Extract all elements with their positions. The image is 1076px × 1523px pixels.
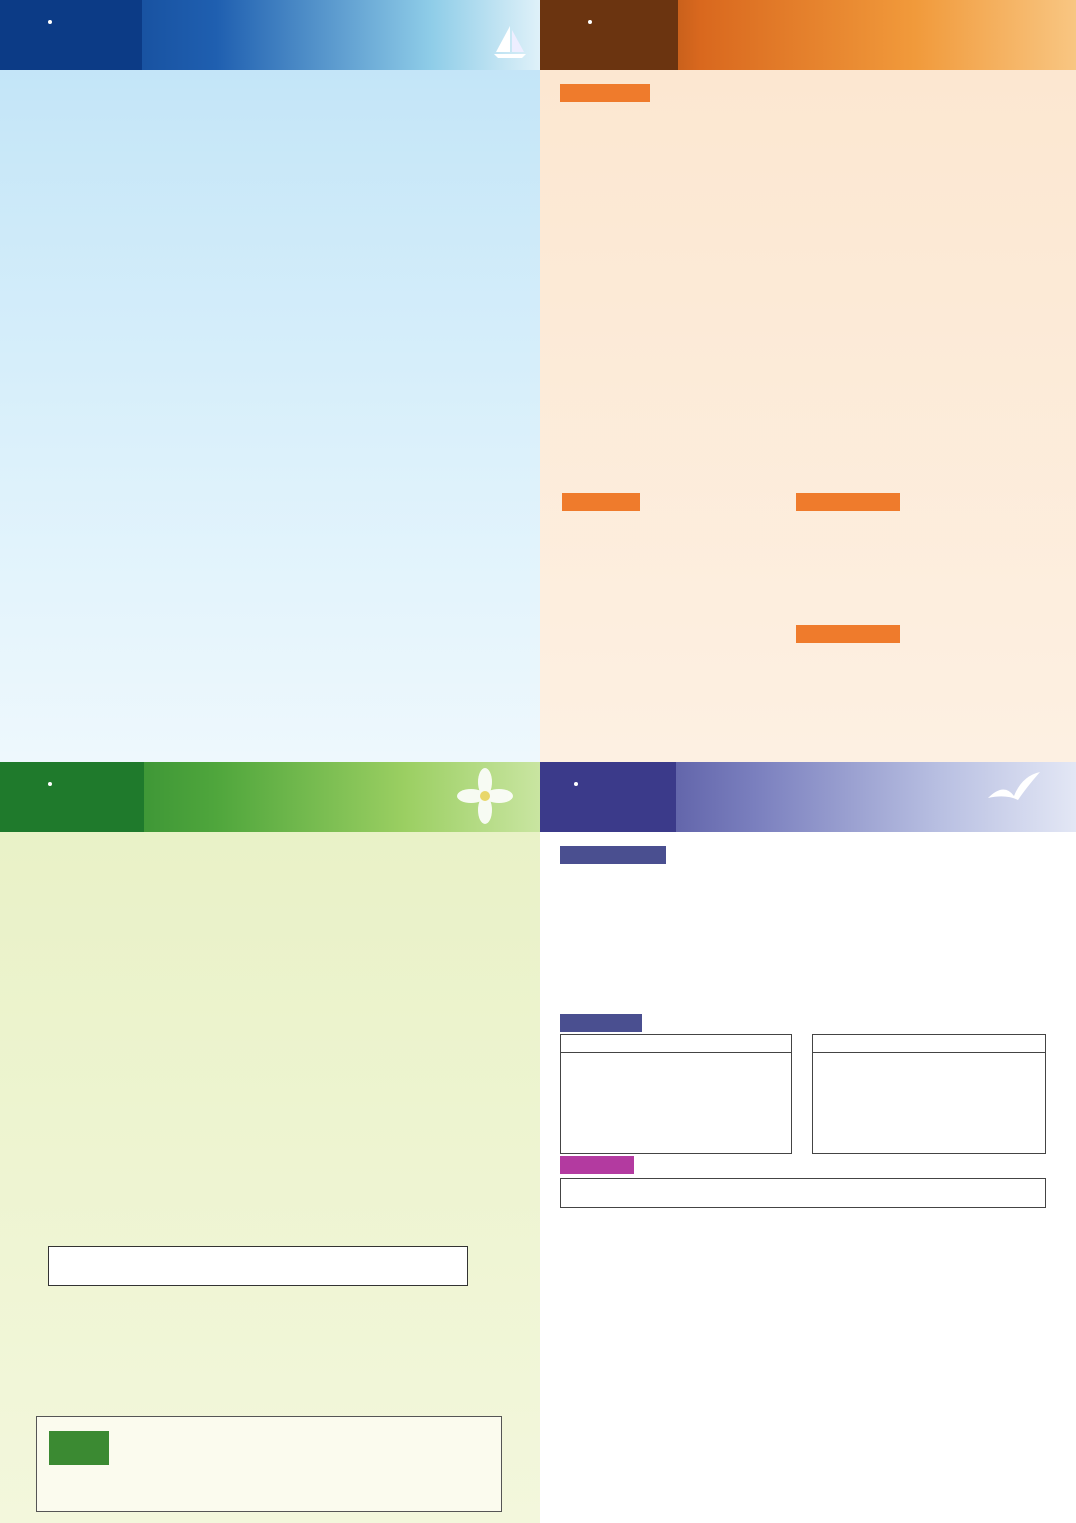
foreign-support-title (813, 1035, 1045, 1053)
sailboat-icon (490, 22, 530, 62)
worship-header (540, 0, 1076, 70)
bus-title (560, 1178, 1046, 1208)
domestic-support-box (560, 1034, 792, 1154)
duty-label (560, 846, 666, 864)
friday-label (796, 493, 900, 511)
foreign-support-box (812, 1034, 1046, 1154)
domestic-support-title (561, 1035, 791, 1053)
staff-box (36, 1416, 502, 1512)
wednesday-label (562, 493, 640, 511)
church-news-panel (0, 762, 540, 1523)
worship-tab (540, 0, 678, 70)
bus-label (560, 1156, 634, 1174)
koinonia-panel (540, 762, 1076, 1523)
koinonia-header (540, 762, 1076, 832)
staff-label (49, 1431, 109, 1465)
koinonia-tab (540, 762, 676, 832)
online-offering-box (48, 1246, 468, 1286)
news-tab (0, 762, 144, 832)
dawn-label (796, 625, 900, 643)
support-label (560, 1014, 642, 1032)
duty-header (668, 846, 1046, 870)
news-header (0, 762, 540, 832)
sunday-worship-label (560, 84, 650, 102)
sermon-note-panel (0, 0, 540, 762)
sermon-note-header (0, 0, 540, 70)
flower-icon (440, 766, 530, 830)
bird-icon (984, 768, 1044, 818)
worship-order-panel (540, 0, 1076, 762)
sermon-note-tab (0, 0, 142, 70)
